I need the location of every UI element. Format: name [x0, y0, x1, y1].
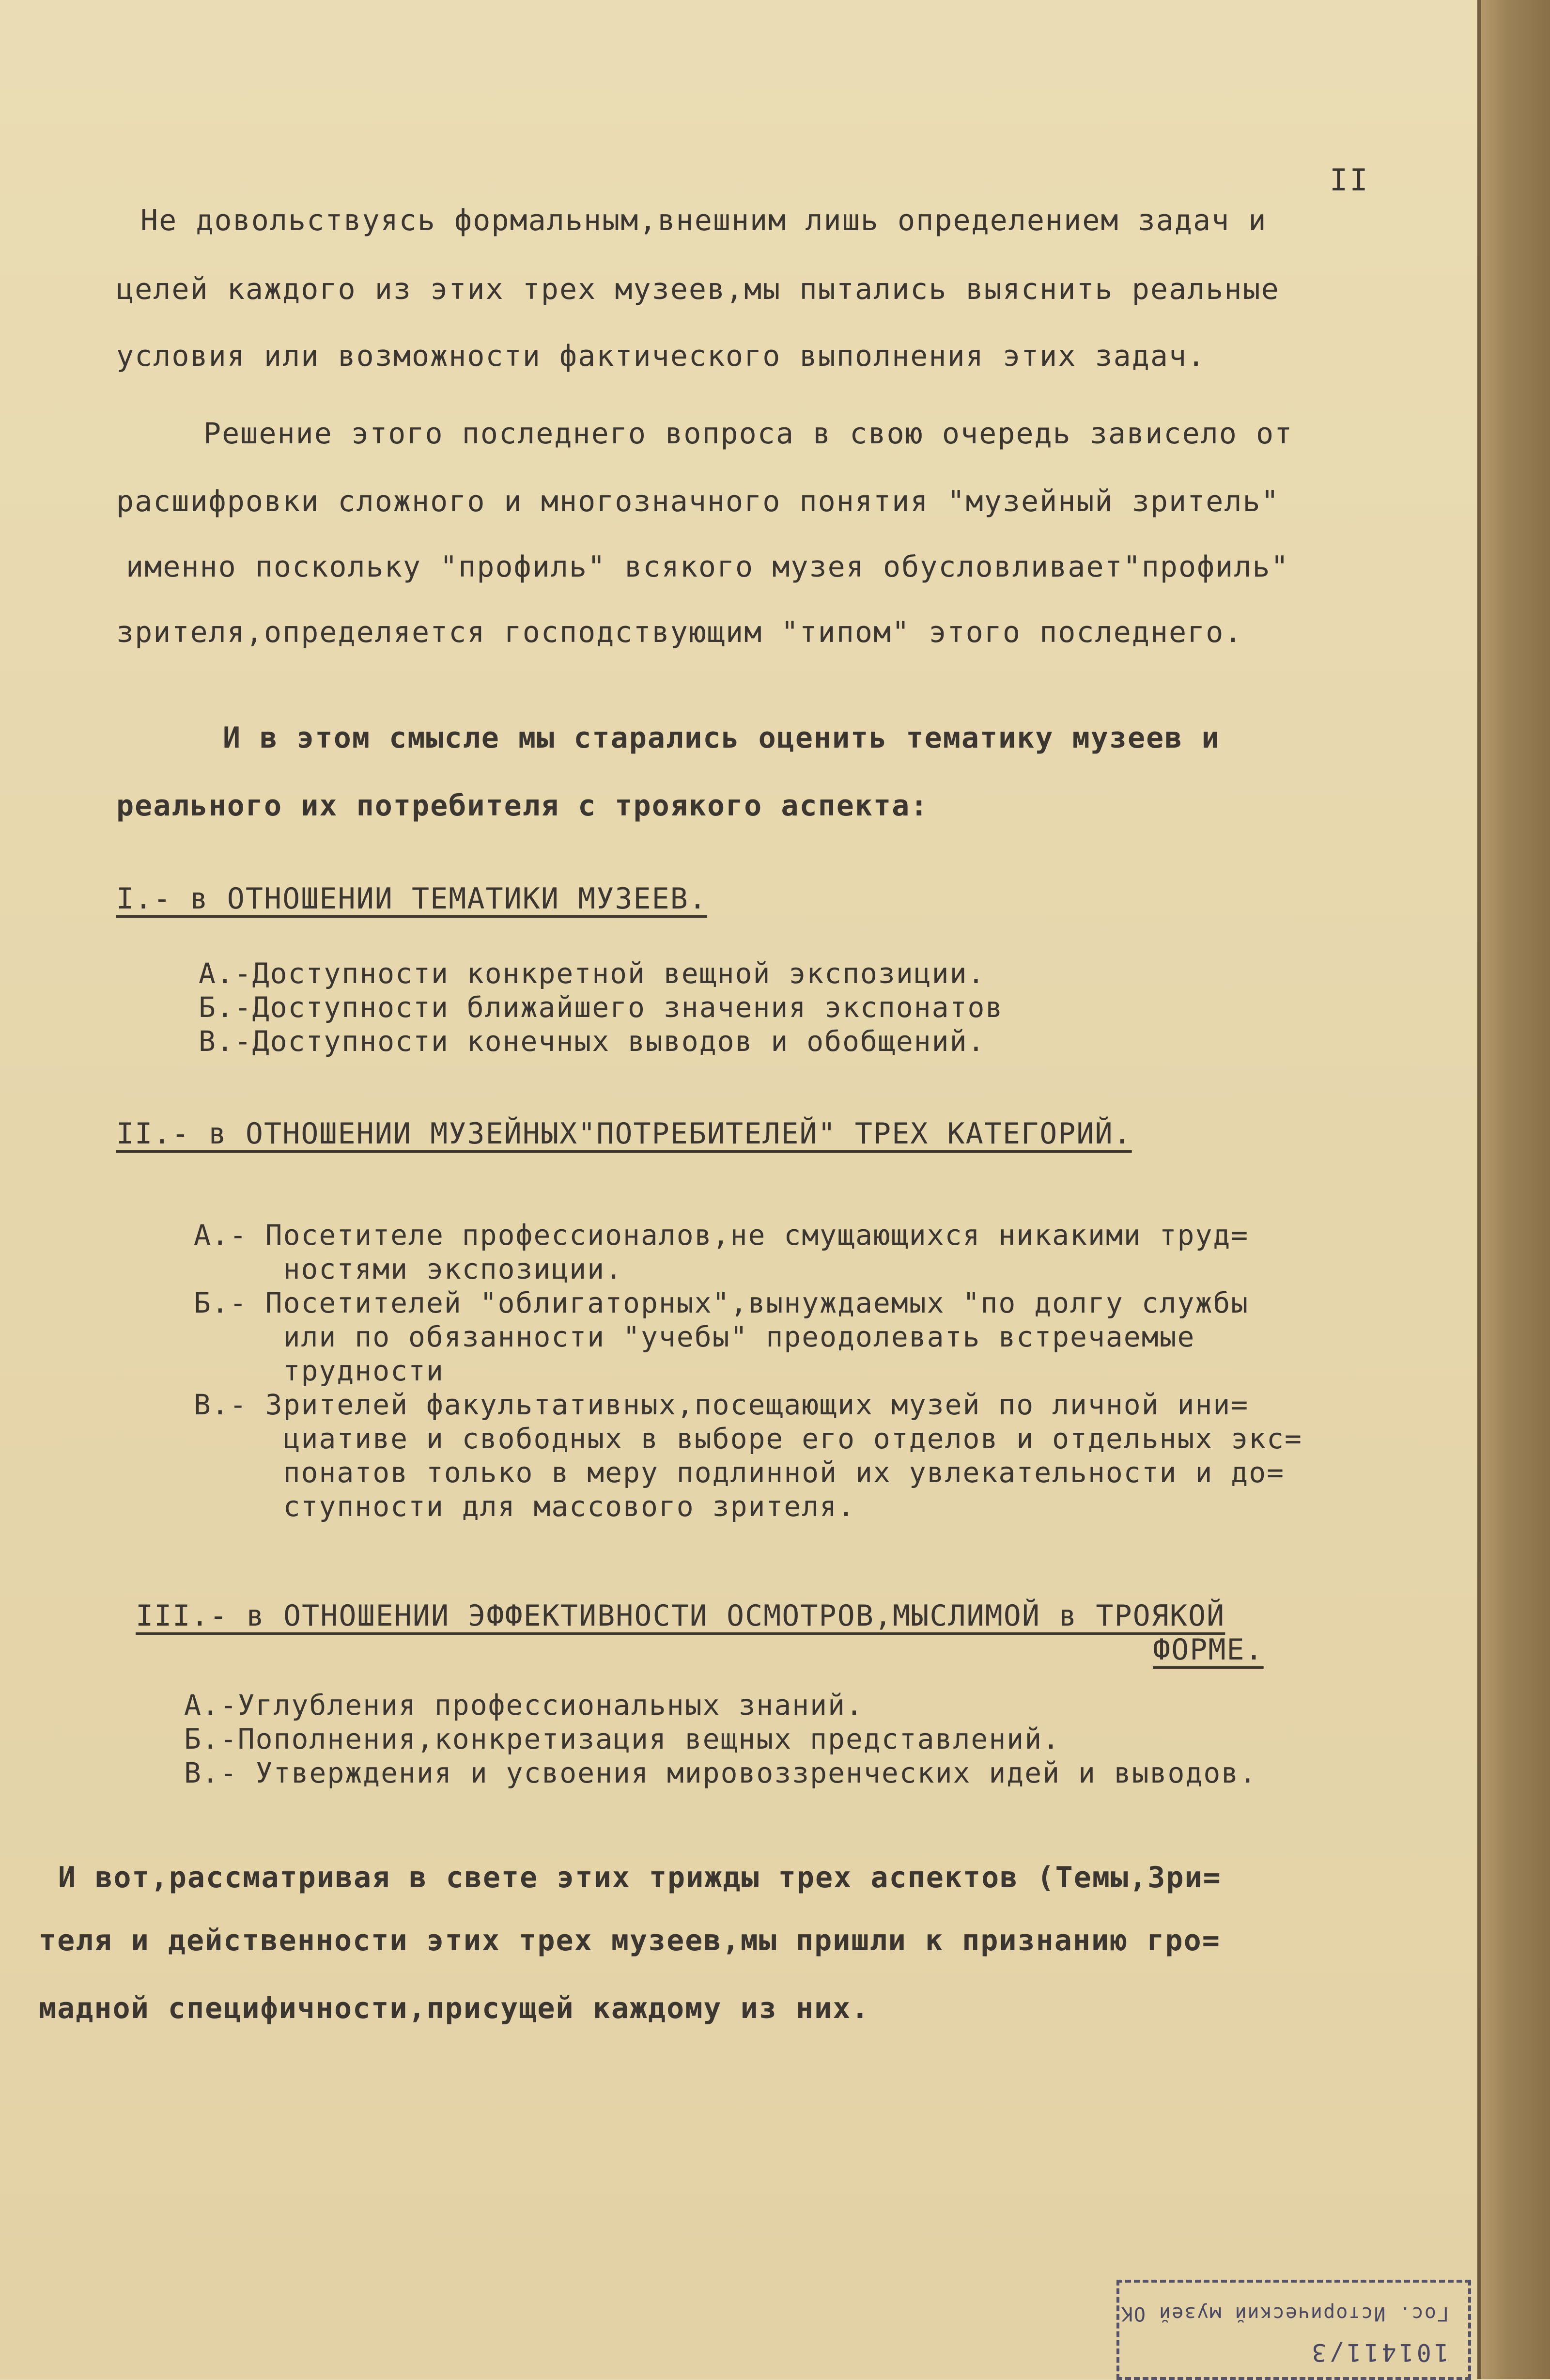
stamp-number: 101411/3: [1309, 2338, 1449, 2366]
conclusion-line-2: теля и действенности этих трех музеев,мы пришли к признанию гро=: [39, 1924, 1221, 1957]
section-1-heading: I.- в ОТНОШЕНИИ ТЕМАТИКИ МУЗЕЕВ.: [116, 882, 707, 916]
paragraph-2-line-3: именно поскольку "профиль" всякого музея обусловливает"профиль": [126, 550, 1289, 584]
section-2-heading: II.- в ОТНОШЕНИИ МУЗЕЙНЫХ"ПОТРЕБИТЕЛЕЙ" ТРЕХ КАТЕГОРИЙ.: [116, 1117, 1132, 1151]
section-2-item-b-line-2: или по обязанности "учебы" преодолевать встречаемые: [194, 1320, 1195, 1353]
section-2-item-c-line-1: В.- Зрителей факультативных,посещающих музей по личной ини=: [194, 1388, 1249, 1421]
paragraph-1-line-3: условия или возможности фактического выполнения этих задач.: [116, 339, 1206, 373]
paragraph-3-line-1: И в этом смысле мы старались оценить тематику музеев и: [223, 721, 1220, 755]
section-2-item-b-line-3: трудности: [194, 1354, 444, 1387]
conclusion-line-3: мадной специфичности,присущей каждому из них.: [39, 1991, 870, 2025]
paragraph-1-line-1: Не довольствуясь формальным,внешним лишь определением задач и: [140, 204, 1267, 237]
paragraph-2-line-1: Решение этого последнего вопроса в свою очередь зависело от: [203, 417, 1293, 451]
conclusion-line-1: И вот,рассматривая в свете этих трижды трех аспектов (Темы,Зри=: [58, 1861, 1222, 1895]
section-2-item-a-line-2: ностями экспозиции.: [194, 1253, 623, 1285]
section-2-item-c-line-4: ступности для массового зрителя.: [194, 1490, 856, 1523]
section-1-item-b: Б.-Доступности ближайшего значения экспонатов: [199, 991, 1004, 1024]
section-1-item-a: А.-Доступности конкретной вещной экспозиции.: [199, 957, 986, 990]
paragraph-3-line-2: реального их потребителя с троякого аспекта:: [116, 789, 929, 823]
section-2-item-b-line-1: Б.- Посетителей "облигаторных",вынуждаемых "по долгу службы: [194, 1286, 1249, 1319]
paragraph-2-line-4: зрителя,определяется господствующим "типом" этого последнего.: [116, 615, 1243, 649]
section-3-heading-line-2: ФОРМЕ.: [1153, 1633, 1264, 1667]
stamp-text: Гос. Исторический музей ОК: [1120, 2302, 1449, 2325]
paragraph-2-line-2: расшифровки сложного и многозначного понятия "музейный зритель": [116, 485, 1280, 518]
section-2-item-a-line-1: А.- Посетителе профессионалов,не смущающихся никакими труд=: [194, 1219, 1249, 1252]
section-3-item-b: Б.-Пополнения,конкретизация вещных представлений.: [184, 1722, 1061, 1755]
paragraph-1-line-2: целей каждого из этих трех музеев,мы пытались выяснить реальные: [116, 272, 1280, 306]
section-3-heading-line-1: III.- в ОТНОШЕНИИ ЭФФЕКТИВНОСТИ ОСМОТРОВ,МЫСЛИМОЙ в ТРОЯКОЙ: [136, 1599, 1225, 1633]
section-2-item-c-line-2: циативе и свободных в выборе его отделов и отдельных экс=: [194, 1422, 1302, 1455]
archive-stamp: [1116, 2280, 1471, 2380]
section-3-item-c: В.- Утверждения и усвоения мировоззренческих идей и выводов.: [184, 1756, 1257, 1789]
section-1-item-c: В.-Доступности конечных выводов и обобщений.: [199, 1025, 986, 1058]
section-2-item-c-line-3: понатов только в меру подлинной их увлекательности и до=: [194, 1456, 1285, 1489]
section-3-item-a: А.-Углубления профессиональных знаний.: [184, 1689, 864, 1722]
page-edge: [1477, 0, 1550, 2379]
page-number: II: [1330, 162, 1370, 198]
